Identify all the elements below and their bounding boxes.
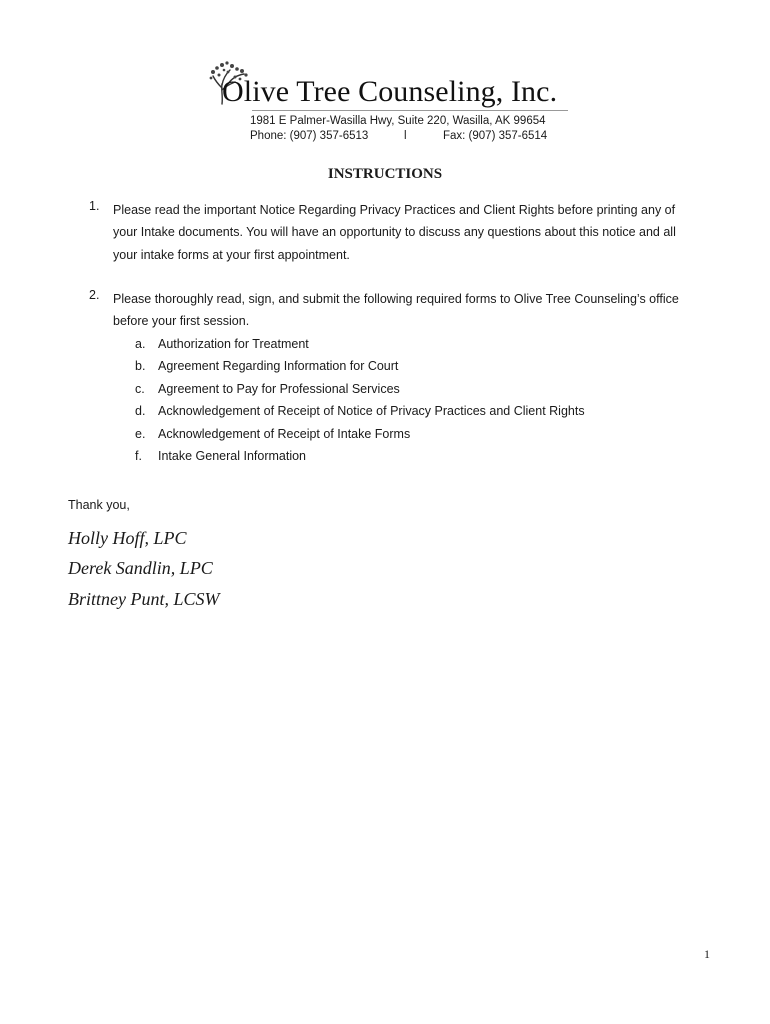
signatory-name: Brittney Punt, LCSW — [68, 589, 220, 609]
list-item — [135, 423, 695, 445]
list-letter: a. — [135, 337, 146, 351]
company-name: Olive Tree Counseling, Inc. — [222, 75, 558, 108]
item-number-1: 1. — [89, 199, 100, 213]
list-item-text: Acknowledgement of Receipt of Intake Forms — [158, 426, 411, 441]
list-letter: b. — [135, 359, 146, 374]
list-item — [135, 445, 695, 467]
instruction-2: Please thoroughly read, sign, and submit the following required forms to Olive Tree Counseling’s office before your first session. — [113, 292, 679, 329]
contact-separator: l — [404, 130, 407, 142]
list-item — [135, 355, 695, 377]
page-number: 1 — [704, 947, 710, 961]
list-item — [135, 333, 695, 355]
company-address: 1981 E Palmer-Wasilla Hwy, Suite 220, Wasilla, AK 99654 — [250, 115, 546, 127]
list-item-text: Intake General Information — [158, 448, 306, 463]
list-letter: d. — [135, 404, 146, 419]
list-item — [135, 378, 695, 400]
closing-text: Thank you, — [68, 498, 130, 512]
letterhead-divider — [252, 110, 568, 111]
list-letter: e. — [135, 426, 146, 441]
fax-number: Fax: (907) 357-6514 — [443, 130, 548, 142]
list-item-text: Agreement to Pay for Professional Services — [158, 381, 400, 396]
list-letter: f. — [135, 448, 142, 463]
list-item-text: Agreement Regarding Information for Court — [158, 359, 399, 374]
required-forms-list — [135, 333, 695, 467]
phone-number: Phone: (907) 357-6513 — [250, 130, 369, 142]
item-number-2: 2. — [89, 288, 100, 302]
list-item-text: Authorization for Treatment — [158, 337, 309, 351]
list-item — [135, 400, 695, 422]
instruction-1: Please read the important Notice Regarding Privacy Practices and Client Rights before printing any of your Intake documents. You will have an opportunity to discuss any questions about this notice and all your intake forms at your first appointment. — [113, 203, 676, 262]
list-letter: c. — [135, 381, 145, 396]
contact-line — [250, 129, 548, 143]
page-title: INSTRUCTIONS — [327, 166, 443, 182]
letterhead — [208, 58, 588, 148]
signatory-name: Derek Sandlin, LPC — [68, 558, 213, 578]
list-item-text: Acknowledgement of Receipt of Notice of Privacy Practices and Client Rights — [158, 404, 585, 419]
signatory-name: Holly Hoff, LPC — [68, 528, 187, 548]
